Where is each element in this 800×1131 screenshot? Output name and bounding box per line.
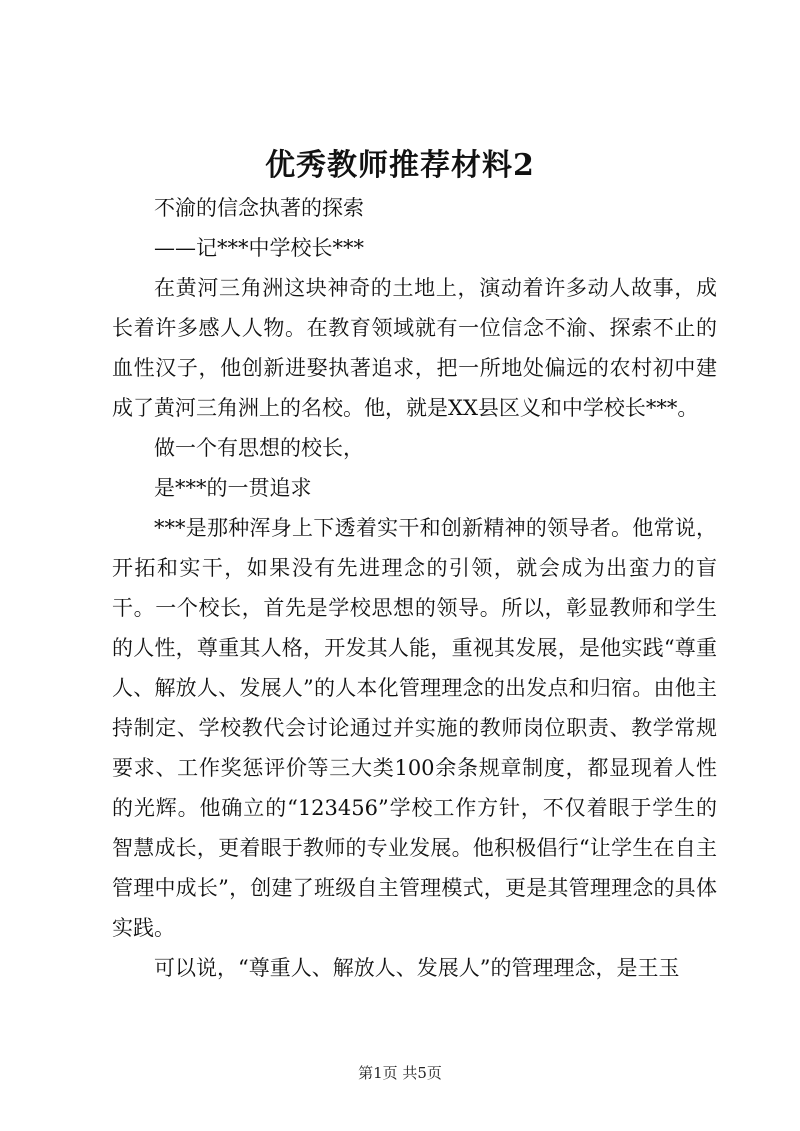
section-heading-line-1: 做一个有思想的校长， [154,436,364,460]
subtitle-paragraph: 不渝的信念执著的探索 [154,196,364,220]
document-title: 优秀教师推荐材料2 [265,148,535,183]
page-footer: 第1页 共5页 [358,1064,442,1082]
byline-paragraph: ——记***中学校长*** [154,236,364,260]
section-heading-line-2: 是***的一贯追求 [154,476,312,500]
document-body [112,188,717,988]
body-paragraph: ***是那种浑身上下透着实干和创新精神的领导者。他常说，开拓和实干，如果没有先进理念的引领，就会成为出蛮力的盲干。一个校长，首先是学校思想的领导。所以，彰显教师和学生的人性，尊重其人格，开发其人能，重视其发展，是他实践“尊重人、解放人、发展人”的人本化管理理念的出发点和归宿。由他主持制定、学校教代会讨论通过并实施的教师岗位职责、教学常规要求、工作奖惩评价等三大类100余条规章制度，都显现着人性的光辉。他确立的“123456”学校工作方针，不仅着眼于学生的智慧成长，更着眼于教师的专业发展。他积极倡行“让学生在自主管理中成长”，创建了班级自主管理模式，更是其管理理念的具体实践。 [112,516,717,940]
body-paragraph-continued: 可以说，“尊重人、解放人、发展人”的管理理念，是王玉 [154,956,680,980]
intro-paragraph: 在黄河三角洲这块神奇的土地上，演动着许多动人故事，成长着许多感人人物。在教育领域就有一位信念不渝、探索不止的血性汉子，他创新进娶执著追求，把一所地处偏远的农村初中建成了黄河三角洲上的名校。他，就是XX县区义和中学校长***。 [112,276,717,420]
